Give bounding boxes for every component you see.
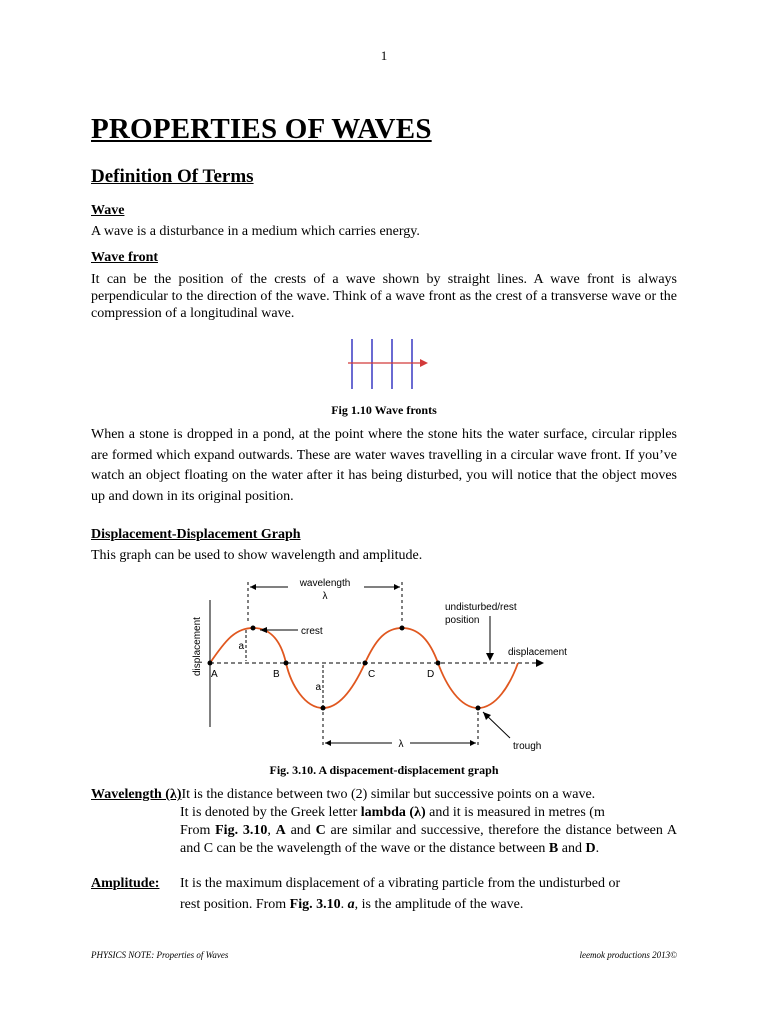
wave-definition: A wave is a disturbance in a medium which carries energy. xyxy=(91,224,420,239)
x-axis-arrow-icon xyxy=(536,659,544,667)
arrow-left-icon xyxy=(325,740,331,746)
point-a-dot xyxy=(208,661,213,666)
crest-dot xyxy=(251,626,256,631)
amplitude-line2: rest position. From Fig. 3.10. a, is the amplitude of the wave. xyxy=(180,897,524,912)
arrow-left-icon xyxy=(260,627,267,633)
page-title: PROPERTIES OF WAVES xyxy=(91,113,432,145)
wavelength-line2: It is denoted by the Greek letter lambda (λ) and it is measured in metres (m xyxy=(180,805,605,820)
point-b-dot xyxy=(284,661,289,666)
stone-pond-paragraph: When a stone is dropped in a pond, at the point where the stone hits the water surface, circular ripples are formed which expand outwards. These are water waves travelling in a circular wave front. If you’ve watch an object floating on the water after it has being disturbed, you will notice that the object moves up and down in its original position. xyxy=(91,427,677,504)
wave-heading: Wave xyxy=(91,203,125,218)
wave-fronts-caption: Fig 1.10 Wave fronts xyxy=(331,403,437,417)
point-b-label: B xyxy=(273,669,280,680)
point-c-dot xyxy=(363,661,368,666)
amplitude-term-row xyxy=(91,875,620,892)
point-d-dot xyxy=(436,661,441,666)
wavelength-explanation: From Fig. 3.10, A and C are similar and successive, therefore the distance between A and C can be the wavelength of the wave or the distance between B and D. xyxy=(180,823,678,856)
y-axis-label: displacement xyxy=(192,617,203,676)
amplitude-line1: It is the maximum displacement of a vibrating particle from the undisturbed or xyxy=(180,876,621,891)
undisturbed-label-line2: position xyxy=(445,615,480,626)
trough-label: trough xyxy=(513,741,542,752)
undisturbed-label-line1: undisturbed/rest xyxy=(445,602,517,613)
wavelength-lambda-top: λ xyxy=(322,591,328,602)
arrow-head-icon xyxy=(420,359,428,367)
x-axis-label: displacement xyxy=(508,647,567,658)
wave-fronts-figure xyxy=(340,335,430,393)
footer-right: leemok productions 2013© xyxy=(579,950,677,960)
point-a-label: A xyxy=(211,669,218,680)
wavelength-label: wavelength xyxy=(299,578,351,589)
amplitude-term: Amplitude: xyxy=(91,876,160,891)
trough-dot xyxy=(476,706,481,711)
wave-curve xyxy=(210,628,518,708)
crest-dot xyxy=(400,626,405,631)
amplitude-label-bottom: a xyxy=(315,682,321,693)
wavelength-definition xyxy=(91,786,681,803)
wave-front-definition: It can be the position of the crests of a wave shown by straight lines. A wave front is always perpendicular to the direction of the wave. Think of a wave front as the crest of a transverse wave or the compression of a longitudinal wave. xyxy=(91,272,677,321)
arrow-right-icon xyxy=(394,584,400,590)
trough-dot xyxy=(321,706,326,711)
section-heading: Definition Of Terms xyxy=(91,166,254,187)
amplitude-label-top: a xyxy=(238,641,244,652)
graph-section-text: This graph can be used to show wavelength and amplitude. xyxy=(91,548,423,563)
point-d-label: D xyxy=(427,669,435,680)
graph-section-heading: Displacement-Displacement Graph xyxy=(91,527,301,542)
graph-caption: Fig. 3.10. A dispacement-displacement graph xyxy=(269,763,499,777)
point-c-label: C xyxy=(368,669,376,680)
wavelength-line1: It is the distance between two (2) similar but successive points on a wave. xyxy=(181,787,596,802)
crest-label: crest xyxy=(301,626,323,637)
wavelength-lambda-bottom: λ xyxy=(398,739,404,750)
page-number: 1 xyxy=(380,48,388,63)
arrow-right-icon xyxy=(470,740,476,746)
displacement-graph xyxy=(180,572,580,758)
wave-front-heading: Wave front xyxy=(91,250,159,265)
footer-left: PHYSICS NOTE: Properties of Waves xyxy=(91,950,229,960)
wavelength-term: Wavelength (λ) xyxy=(91,787,182,802)
arrow-left-icon xyxy=(250,584,256,590)
arrow-down-icon xyxy=(486,653,494,661)
